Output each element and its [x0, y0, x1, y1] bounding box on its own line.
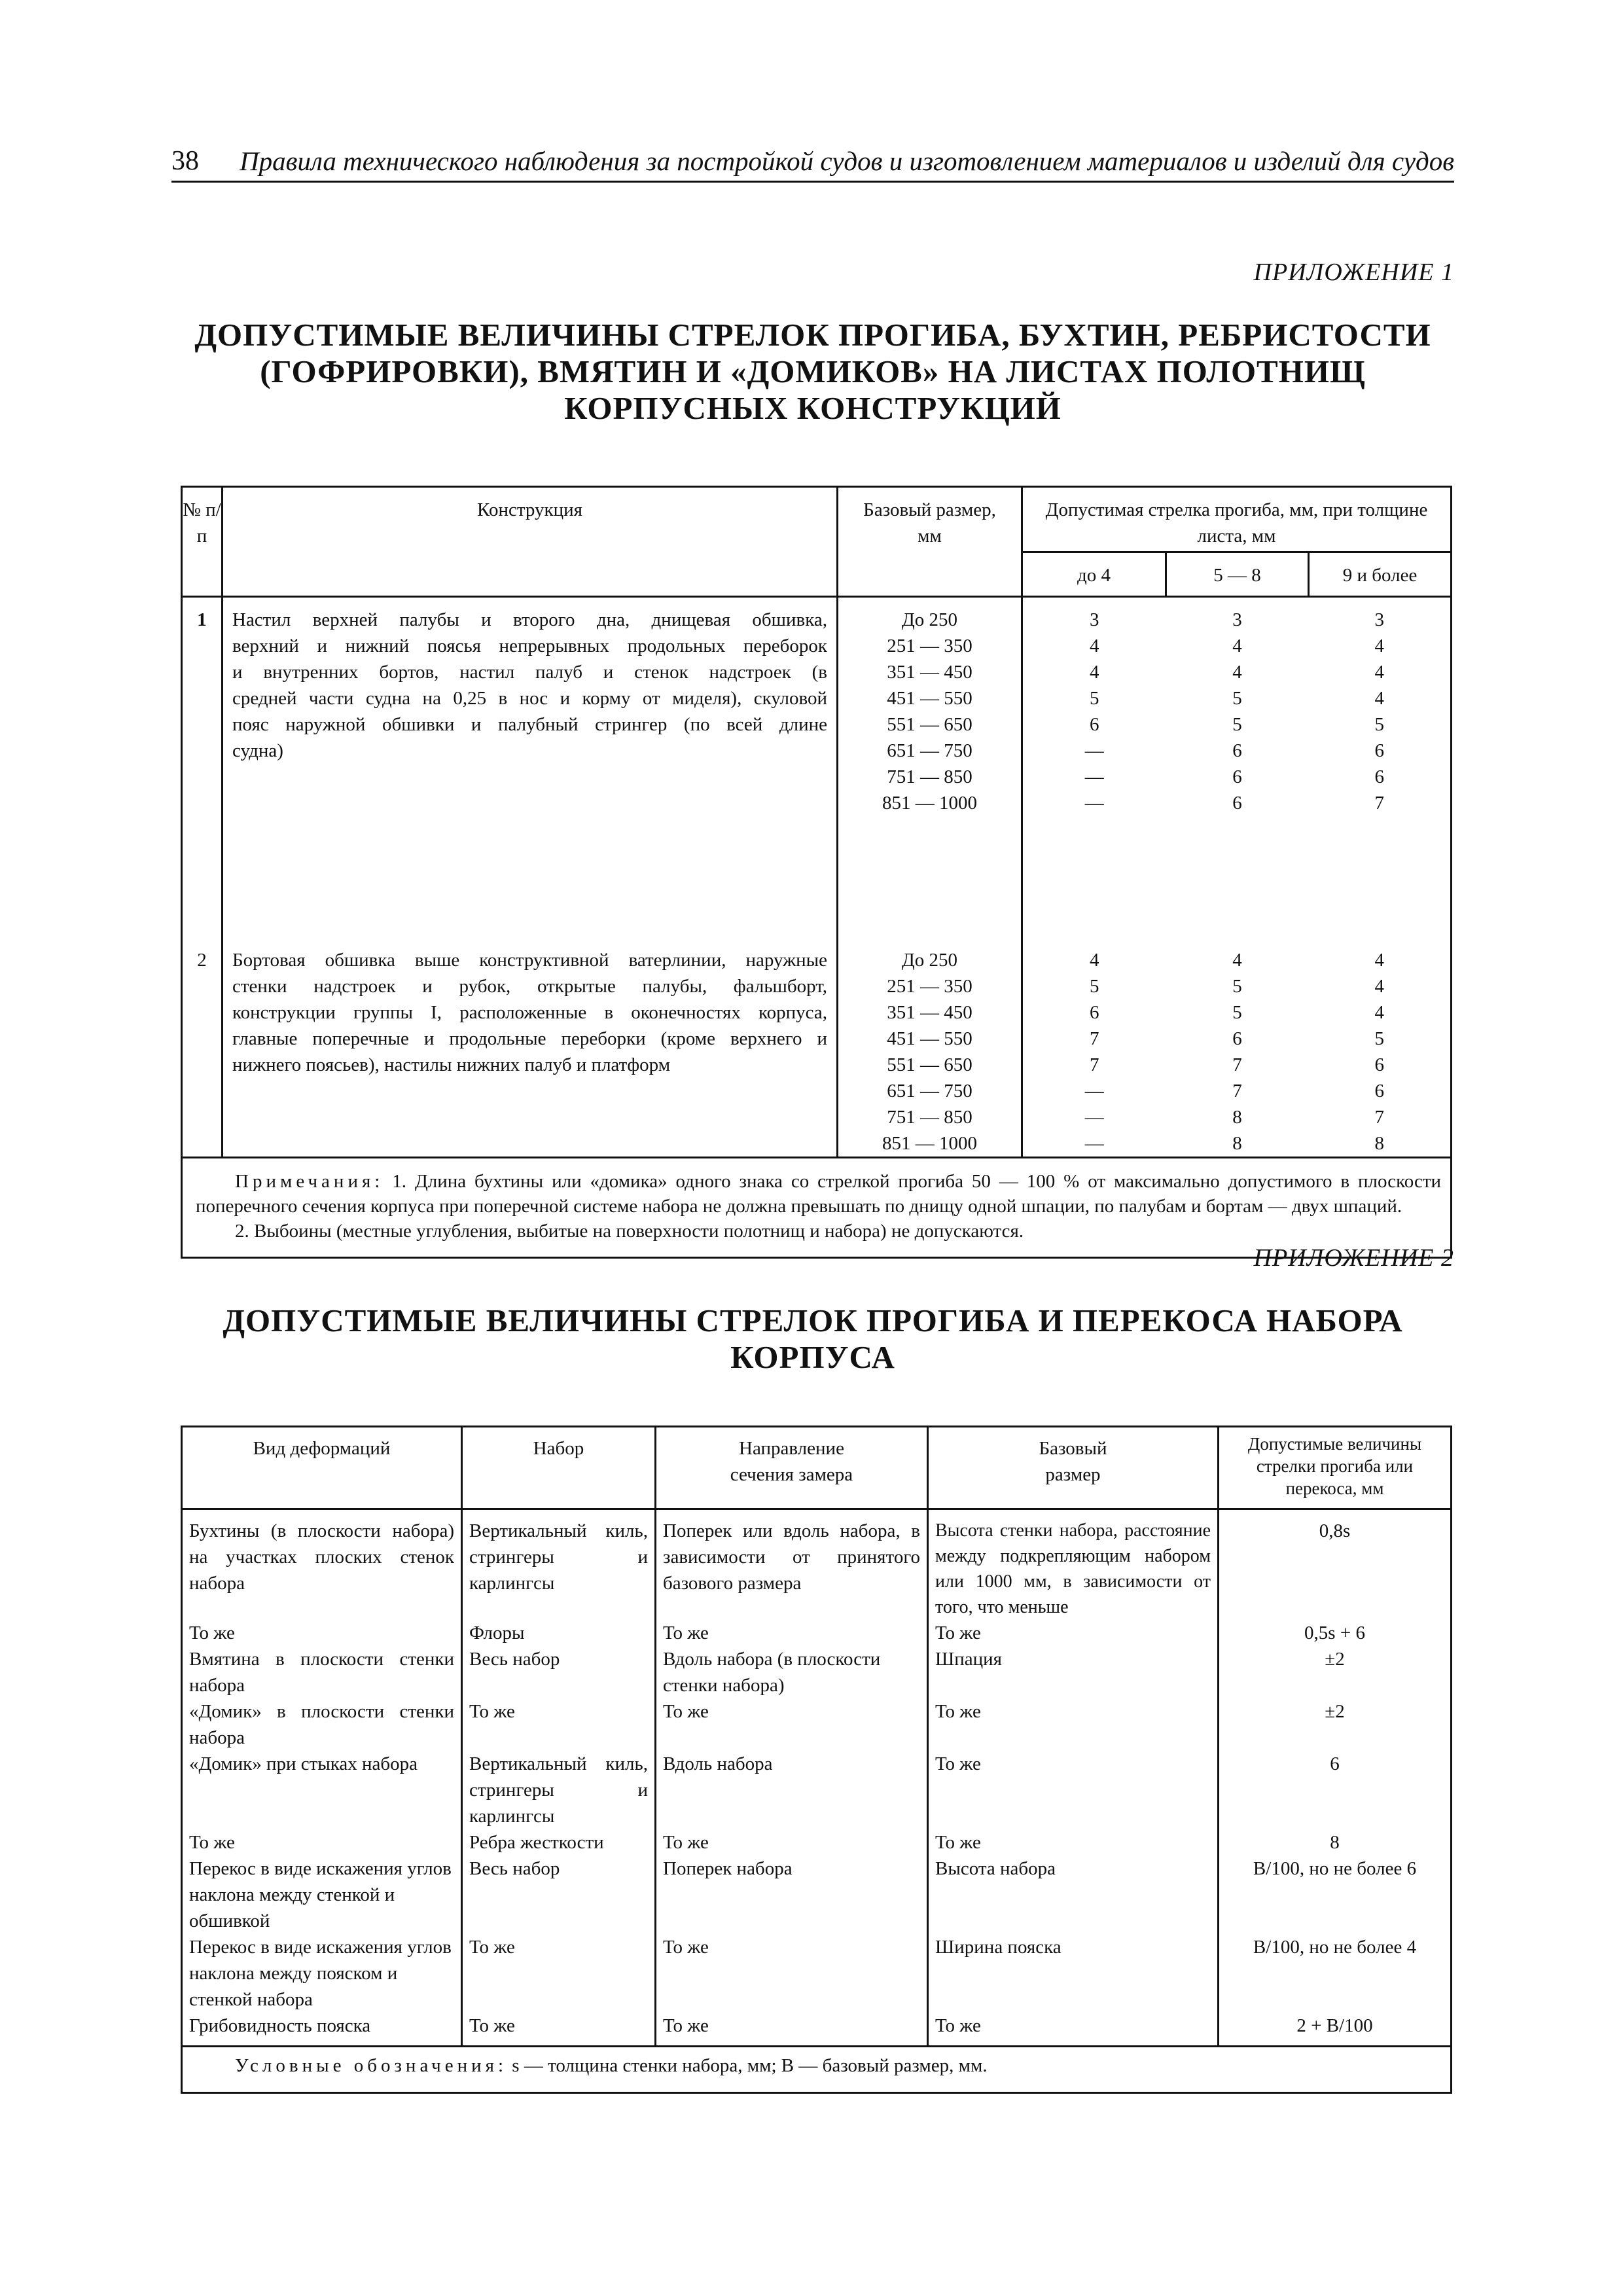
- cell-allowed: 8: [1219, 1829, 1452, 1856]
- cell-direction: То же: [656, 1934, 928, 2013]
- cell-base-size: Высота стенки набора, расстояние между подкрепляющим набором или 1000 мм, в зависимости от того, что меньше: [928, 1509, 1219, 1621]
- cell-deformation: Вмятина в плоскости стенки набора: [182, 1646, 462, 1698]
- cell-deformation: То же: [182, 1829, 462, 1856]
- cell-base-size: То же: [928, 1829, 1219, 1856]
- legend-label: Условные обозначения:: [235, 2055, 508, 2076]
- running-header: [171, 143, 1454, 179]
- row-description: Настил верхней палубы и второго дна, днищевая обшивка, верхний и нижний поясья непрерывных продольных переборок и внутренних бортов, настил палуб и стенок надстроек (в средней части судна на 0,25 в нос и корму от миделя), скуловой пояс наружной обшивки и палубный стрингер (по всей длине судна) Бортовая обшивка выше конструктивной ватерлинии, наружные стенки надстроек и рубок, открытые палубы, фальшборт, конструкции группы I, расположенные в оконечностях корпуса, главные поперечные и продольные переборки (кроме верхнего и нижнего поясьев), настилы нижних палуб и платформ: [223, 597, 838, 1158]
- note-1: 1. Длина бухтины или «домика» одного знака со стрелкой прогиба 50 — 100 % от максимально допустимого в плоскости поперечного сечения корпуса при поперечной системе набора не должна превышать по днищу одной шпации, по палубам и бортам — двух шпаций.: [196, 1171, 1442, 1217]
- title-line: КОРПУСА: [730, 1339, 895, 1375]
- table-row: [182, 1620, 1452, 1646]
- header-num: № п/п: [182, 487, 223, 597]
- cell-base-size: То же: [928, 1620, 1219, 1646]
- note-2: 2. Выбоины (местные углубления, выбитые на поверхности полотнищ и набора) не допускаются.: [235, 1221, 1024, 1242]
- cell-base-size: То же: [928, 2013, 1219, 2047]
- header-direction: Направление сечения замера: [656, 1427, 928, 1509]
- cell-allowed: ±2: [1219, 1646, 1452, 1698]
- col-9-plus: 3 4 4 4 5 6 6 7 4 4 4 5 6 6 7 8: [1309, 597, 1452, 1158]
- cell-allowed: 0,8s: [1219, 1509, 1452, 1621]
- cell-deformation: «Домик» в плоскости стенки набора: [182, 1698, 462, 1751]
- cell-direction: То же: [656, 1829, 928, 1856]
- cell-deformation: Грибовидность пояска: [182, 2013, 462, 2047]
- header-deflection: Допустимая стрелка прогиба, мм, при толщине листа, мм: [1022, 487, 1452, 552]
- table-row: [182, 1934, 1452, 2013]
- notes-row: [182, 1158, 1452, 1258]
- table-row: [182, 1856, 1452, 1934]
- legend-text: s — толщина стенки набора, мм; B — базовый размер, мм.: [512, 2055, 988, 2076]
- cell-deformation: То же: [182, 1620, 462, 1646]
- col-5-8: 3 4 4 5 5 6 6 6 4 5 5 6 7 7 8 8: [1232, 609, 1242, 1154]
- row-num: 1 2: [182, 597, 223, 1158]
- cell-allowed: 0,5s + 6: [1219, 1620, 1452, 1646]
- header-deformation: Вид деформаций: [182, 1427, 462, 1509]
- table-notes: [182, 1158, 1452, 1258]
- table-row: [182, 597, 1452, 1158]
- cell-base-size: То же: [928, 1751, 1219, 1829]
- deflection-table: [181, 486, 1452, 1259]
- table-row: [182, 1751, 1452, 1829]
- framing-table: [181, 1426, 1452, 2094]
- header-thickness-up-to-4: до 4: [1022, 552, 1166, 597]
- appendix-1-label: ПРИЛОЖЕНИЕ 1: [1253, 259, 1454, 286]
- header-construction: Конструкция: [223, 487, 838, 597]
- cell-allowed: ±2: [1219, 1698, 1452, 1751]
- cell-framing: То же: [462, 1934, 656, 2013]
- notes-label: Примечания:: [235, 1171, 384, 1192]
- table-row: [182, 1509, 1452, 1621]
- header-base-size: Базовый размер: [928, 1427, 1219, 1509]
- header-thickness-9-plus: 9 и более: [1309, 552, 1452, 597]
- title-line: ДОПУСТИМЫЕ ВЕЛИЧИНЫ СТРЕЛОК ПРОГИБА И ПЕРЕКОСА НАБОРА: [223, 1302, 1403, 1338]
- cell-framing: Весь набор: [462, 1646, 656, 1698]
- cell-framing: Вертикальный киль, стрингеры и карлингсы: [462, 1509, 656, 1621]
- cell-deformation: «Домик» при стыках набора: [182, 1751, 462, 1829]
- cell-direction: Поперек или вдоль набора, в зависимости от принятого базового размера: [656, 1509, 928, 1621]
- cell-deformation: Перекос в виде искажения углов наклона между стенкой и обшивкой: [182, 1856, 462, 1934]
- cell-framing: Флоры: [462, 1620, 656, 1646]
- appendix-2-title: [171, 1302, 1454, 1376]
- title-line: ДОПУСТИМЫЕ ВЕЛИЧИНЫ СТРЕЛОК ПРОГИБА, БУХТИН, РЕБРИСТОСТИ: [194, 317, 1431, 353]
- header-rule: [171, 181, 1454, 183]
- legend-row: [182, 2047, 1452, 2093]
- cell-base-size: Высота набора: [928, 1856, 1219, 1934]
- cell-direction: То же: [656, 1620, 928, 1646]
- header-thickness-5-8: 5 — 8: [1166, 552, 1309, 597]
- appendix-1-title: [171, 317, 1454, 427]
- cell-framing: Весь набор: [462, 1856, 656, 1934]
- cell-allowed: B/100, но не более 4: [1219, 1934, 1452, 2013]
- header-base-size: Базовый размер, мм: [838, 487, 1022, 597]
- cell-deformation: Перекос в виде искажения углов наклона между пояском и стенкой набора: [182, 1934, 462, 2013]
- cell-direction: Поперек набора: [656, 1856, 928, 1934]
- header-allowed: Допустимые величины стрелки прогиба или перекоса, мм: [1219, 1427, 1452, 1509]
- cell-framing: Вертикальный киль, стрингеры и карлингсы: [462, 1751, 656, 1829]
- cell-base-size: Ширина пояска: [928, 1934, 1219, 2013]
- cell-framing: Ребра жесткости: [462, 1829, 656, 1856]
- cell-framing: То же: [462, 1698, 656, 1751]
- cell-allowed: 2 + B/100: [1219, 2013, 1452, 2047]
- col-up-to-4: 3 4 4 5 6 — — — 4 5 6 7 7 — — —: [1022, 597, 1166, 1158]
- table-row: [182, 1829, 1452, 1856]
- title-line: КОРПУСНЫХ КОНСТРУКЦИЙ: [564, 390, 1061, 426]
- cell-framing: То же: [462, 2013, 656, 2047]
- cell-direction: Вдоль набора (в плоскости стенки набора): [656, 1646, 928, 1698]
- cell-base-size: Шпация: [928, 1646, 1219, 1698]
- cell-allowed: B/100, но не более 6: [1219, 1856, 1452, 1934]
- row-base-sizes: До 250 251 — 350 351 — 450 451 — 550 551 — 650 651 — 750 751 — 850 851 — 1000 До 250 251 — 350 351 — 450 451 — 550 551 — 650 651 — 750 751 — 850 851 — 1000: [838, 597, 1022, 1158]
- table-row: [182, 1646, 1452, 1698]
- cell-direction: То же: [656, 1698, 928, 1751]
- cell-allowed: 6: [1219, 1751, 1452, 1829]
- title-line: (ГОФРИРОВКИ), ВМЯТИН И «ДОМИКОВ» НА ЛИСТАХ ПОЛОТНИЩ: [260, 353, 1366, 389]
- header-framing: Набор: [462, 1427, 656, 1509]
- running-title: Правила технического наблюдения за постройкой судов и изготовлением материалов и изделий для судов: [240, 146, 1454, 176]
- table-row: [182, 2013, 1452, 2047]
- table-row: [182, 1698, 1452, 1751]
- page-number: 38: [171, 146, 199, 176]
- cell-direction: Вдоль набора: [656, 1751, 928, 1829]
- cell-base-size: То же: [928, 1698, 1219, 1751]
- cell-direction: То же: [656, 2013, 928, 2047]
- table-legend: [182, 2047, 1452, 2093]
- cell-deformation: Бухтины (в плоскости набора) на участках плоских стенок набора: [182, 1509, 462, 1621]
- appendix-2-label: ПРИЛОЖЕНИЕ 2: [1253, 1244, 1454, 1272]
